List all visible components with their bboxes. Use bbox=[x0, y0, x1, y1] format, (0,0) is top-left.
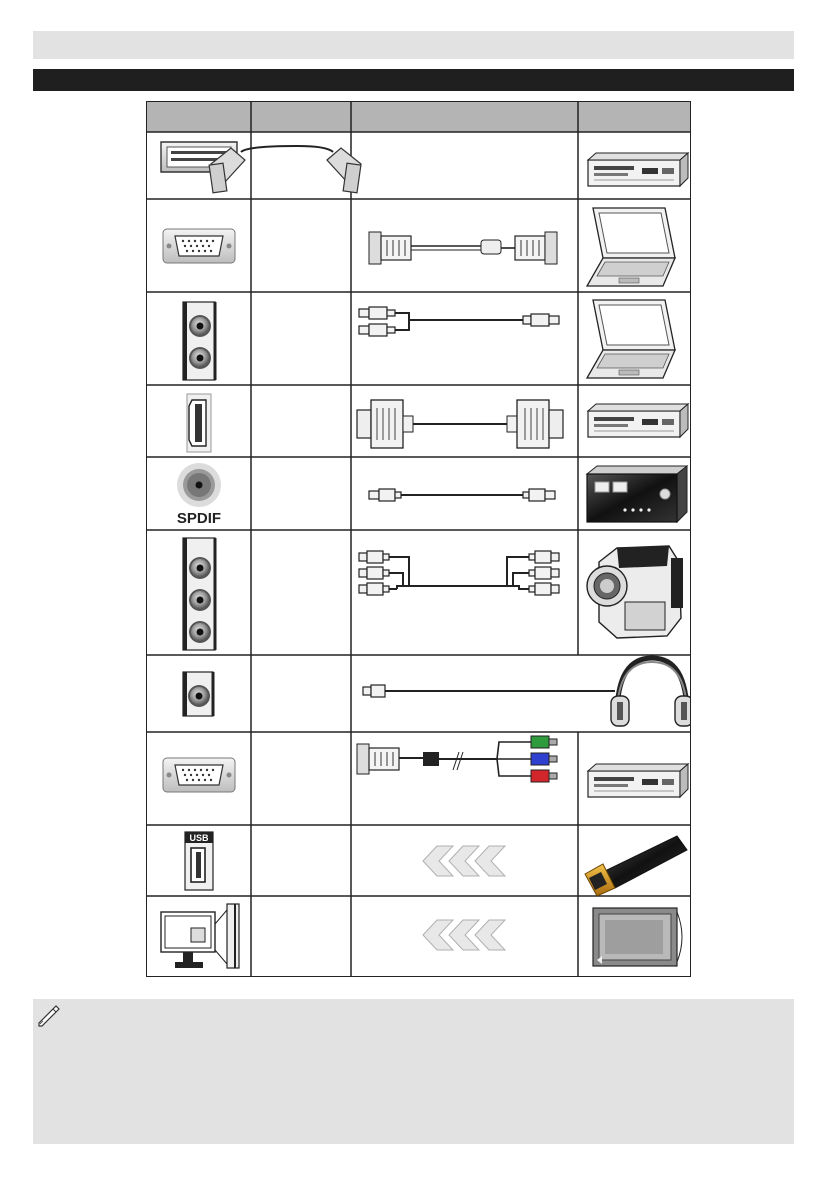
usb-label: USB bbox=[189, 833, 209, 843]
usb-stick-icon bbox=[585, 836, 687, 896]
dvd-recorder-icon bbox=[588, 153, 688, 186]
cam-module-icon bbox=[593, 908, 682, 966]
spdif-port-icon bbox=[177, 463, 221, 527]
vga-to-component-cable-icon bbox=[357, 736, 557, 782]
headphones-icon bbox=[611, 658, 690, 726]
ypbpr-vga-port-icon bbox=[163, 758, 235, 792]
scart-cable-icon bbox=[209, 146, 361, 193]
av-in-port-icon bbox=[183, 538, 215, 650]
usb-port-icon bbox=[185, 832, 213, 890]
vga-cable-icon bbox=[369, 232, 557, 264]
coaxial-cable-icon bbox=[369, 489, 555, 501]
connection-table bbox=[146, 101, 691, 977]
audio-in-port-icon bbox=[183, 302, 215, 380]
camcorder-icon bbox=[587, 546, 683, 638]
vga-port-icon bbox=[163, 229, 235, 263]
laptop-icon bbox=[587, 208, 675, 286]
amplifier-icon bbox=[587, 466, 687, 522]
table-header bbox=[147, 102, 690, 132]
headphone-jack-icon bbox=[183, 672, 213, 716]
insert-arrows-icon bbox=[423, 920, 505, 950]
header-bar bbox=[33, 31, 794, 59]
pencil-note-icon bbox=[37, 1003, 63, 1027]
section-title-bar bbox=[33, 69, 794, 91]
note-panel bbox=[33, 999, 794, 1144]
dvd-recorder-icon bbox=[588, 764, 688, 797]
rca-audio-cable-icon bbox=[359, 307, 559, 336]
av-rca-cable-icon bbox=[359, 551, 559, 595]
spdif-label: SPDIF bbox=[176, 510, 222, 527]
hdmi-cable-icon bbox=[357, 400, 563, 448]
dvd-recorder-icon bbox=[588, 404, 688, 437]
hdmi-port-icon bbox=[187, 394, 211, 452]
headphone-cable-icon bbox=[363, 685, 615, 697]
ci-slot-icon bbox=[161, 904, 239, 968]
insert-arrows-icon bbox=[423, 846, 505, 876]
laptop-icon bbox=[587, 300, 675, 378]
